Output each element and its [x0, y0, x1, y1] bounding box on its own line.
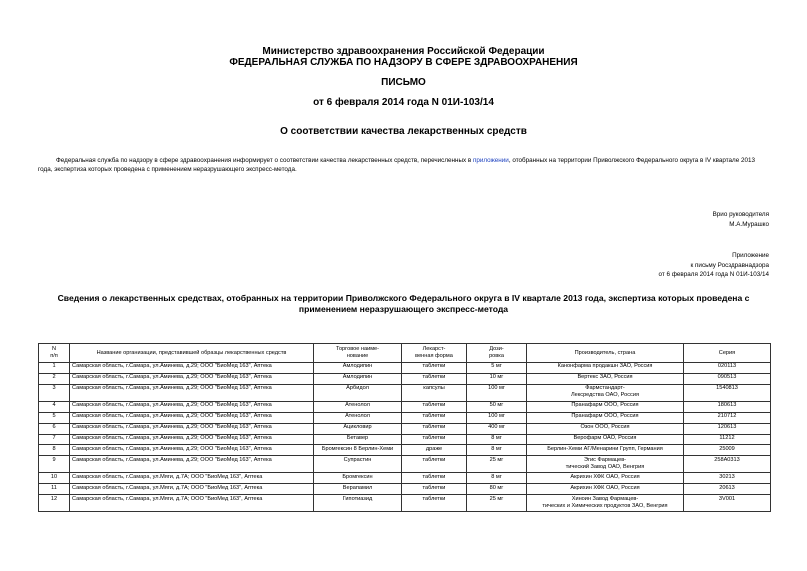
row-number-cell: 6: [39, 423, 70, 434]
row-number-cell: 11: [39, 484, 70, 495]
dosage-form-cell: капсулы: [402, 384, 467, 401]
manufacturer-line: Канонфарма продакшн ЗАО, Россия: [557, 363, 653, 370]
series-cell: 1540813: [684, 384, 771, 401]
manufacturer-line: Хиноин Завод Фармацев-: [571, 496, 639, 503]
row-number-cell: 1: [39, 362, 70, 373]
organization-cell: Самарская область, г.Самара, ул.Аминева, д.29; ООО "БиоМед 163", Аптека: [70, 384, 314, 401]
dosage-cell: 10 мг: [467, 373, 527, 384]
dosage-form-cell: таблетки: [402, 412, 467, 423]
manufacturer-cell: [527, 412, 684, 423]
manufacturer-line: Пранафарм ООО, Россия: [571, 413, 639, 420]
manufacturer-cell: [527, 401, 684, 412]
column-header-line: п/п: [50, 352, 58, 359]
manufacturer-cell: [527, 384, 684, 401]
column-header-line: ровка: [489, 352, 504, 359]
dosage-cell: 100 мг: [467, 384, 527, 401]
manufacturer-line: Берлин-Хеми АГ/Менарини Групп, Германия: [547, 446, 663, 453]
dosage-form-cell: таблетки: [402, 456, 467, 473]
manufacturer-line: Акрихин ХФК ОАО, Россия: [570, 485, 640, 492]
dosage-cell: 100 мг: [467, 412, 527, 423]
column-header: [402, 344, 467, 363]
trade-name-cell: Атенолол: [314, 412, 402, 423]
dosage-cell: 25 мг: [467, 495, 527, 512]
trade-name-cell: Амлодипин: [314, 373, 402, 384]
table-row: [39, 484, 771, 495]
dosage-cell: 8 мг: [467, 473, 527, 484]
dosage-cell: 80 мг: [467, 484, 527, 495]
dosage-cell: 400 мг: [467, 423, 527, 434]
table-row: [39, 401, 771, 412]
body-text-part1: Федеральная служба по надзору в сфере здравоохранения информирует о соответствии качества лекарственных средств, перечисленных в: [56, 157, 473, 164]
manufacturer-line: Фармстандарт-: [585, 385, 625, 392]
table-row: [39, 423, 771, 434]
manufacturer-line: Вертекс ЗАО, Россия: [577, 374, 633, 381]
series-cell: 020113: [684, 362, 771, 373]
table-row: [39, 384, 771, 401]
manufacturer-cell: [527, 484, 684, 495]
manufacturer-line: Пранафарм ООО, Россия: [571, 402, 639, 409]
trade-name-cell: Гипотиазид: [314, 495, 402, 512]
organization-cell: Самарская область, г.Самара, ул.Мяги, д.7А; ООО "БиоМед 163", Аптека: [70, 495, 314, 512]
table-body: [39, 362, 771, 512]
table-row: [39, 456, 771, 473]
service-name: ФЕДЕРАЛЬНАЯ СЛУЖБА ПО НАДЗОРУ В СФЕРЕ ЗДРАВООХРАНЕНИЯ: [229, 57, 578, 68]
row-number-cell: 10: [39, 473, 70, 484]
series-cell: 11212: [684, 434, 771, 445]
manufacturer-line: тический Завод ОАО, Венгрия: [565, 463, 645, 470]
table-row: [39, 362, 771, 373]
column-header: [314, 344, 402, 363]
row-number-cell: 8: [39, 445, 70, 456]
organization-cell: Самарская область, г.Самара, ул.Аминева, д.29; ООО "БиоМед 163", Аптека: [70, 373, 314, 384]
trade-name-cell: Арбидол: [314, 384, 402, 401]
row-number-cell: 4: [39, 401, 70, 412]
row-number-cell: 5: [39, 412, 70, 423]
dosage-form-cell: драже: [402, 445, 467, 456]
row-number-cell: 12: [39, 495, 70, 512]
dosage-form-cell: таблетки: [402, 373, 467, 384]
trade-name-cell: Супрастин: [314, 456, 402, 473]
manufacturer-cell: [527, 362, 684, 373]
column-header-line: Торговое наиме-: [335, 346, 380, 353]
table-header-row: [39, 344, 771, 363]
series-cell: 180613: [684, 401, 771, 412]
body-paragraph: [38, 156, 768, 174]
series-cell: 258A0313: [684, 456, 771, 473]
column-header-line: Производитель, страна: [574, 349, 636, 356]
organization-cell: Самарская область, г.Самара, ул.Аминева, д.29; ООО "БиоМед 163", Аптека: [70, 456, 314, 473]
column-header-line: Лекарст-: [422, 346, 446, 353]
manufacturer-line: Акрихин ХФК ОАО, Россия: [570, 474, 640, 481]
document-type: ПИСЬМО: [381, 77, 426, 88]
column-header: [684, 344, 771, 363]
organization-cell: Самарская область, г.Самара, ул.Аминева, д.29; ООО "БиоМед 163", Аптека: [70, 362, 314, 373]
table-row: [39, 412, 771, 423]
dosage-cell: 5 мг: [467, 362, 527, 373]
signature-name: М.А.Мурашко: [729, 220, 769, 228]
organization-cell: Самарская область, г.Самара, ул.Аминева, д.29; ООО "БиоМед 163", Аптека: [70, 423, 314, 434]
trade-name-cell: Бромгексин 8 Берлин-Хеми: [314, 445, 402, 456]
series-cell: 210712: [684, 412, 771, 423]
column-header-line: N: [51, 346, 57, 353]
manufacturer-cell: [527, 456, 684, 473]
signature-block: [713, 210, 769, 229]
row-number-cell: 7: [39, 434, 70, 445]
dosage-form-cell: таблетки: [402, 434, 467, 445]
manufacturer-cell: [527, 373, 684, 384]
dosage-form-cell: таблетки: [402, 401, 467, 412]
series-cell: 20613: [684, 484, 771, 495]
column-header-line: Дози-: [489, 346, 504, 353]
manufacturer-cell: [527, 495, 684, 512]
series-cell: 25009: [684, 445, 771, 456]
ministry-name: Министерство здравоохранения Российской Федерации: [262, 46, 545, 57]
series-cell: 3V001: [684, 495, 771, 512]
organization-cell: Самарская область, г.Самара, ул.Аминева, д.29; ООО "БиоМед 163", Аптека: [70, 434, 314, 445]
column-header: [527, 344, 684, 363]
trade-name-cell: Бромгексин: [314, 473, 402, 484]
column-header: [39, 344, 70, 363]
row-number-cell: 9: [39, 456, 70, 473]
appendix-line-3: от 6 февраля 2014 года N 01И-103/14: [658, 271, 769, 278]
series-cell: 30213: [684, 473, 771, 484]
dosage-form-cell: таблетки: [402, 362, 467, 373]
dosage-cell: 8 мг: [467, 434, 527, 445]
dosage-form-cell: таблетки: [402, 495, 467, 512]
trade-name-cell: Ацикловир: [314, 423, 402, 434]
trade-name-cell: Бетавер: [314, 434, 402, 445]
appendix-link[interactable]: приложении: [472, 157, 509, 164]
appendix-block: [658, 251, 769, 280]
organization-cell: Самарская область, г.Самара, ул.Аминева, д.29; ООО "БиоМед 163", Аптека: [70, 412, 314, 423]
organization-cell: Самарская область, г.Самара, ул.Мяги, д.7А; ООО "БиоМед 163", Аптека: [70, 473, 314, 484]
dosage-form-cell: таблетки: [402, 423, 467, 434]
table-row: [39, 473, 771, 484]
body-text-part2: , отобранных на территории Приволжского Федерального округа в IV квартале 2013 года, экспертиза которых проведена с применением неразрушающего экспресс-метода.: [38, 157, 755, 173]
column-header-line: венная форма: [415, 352, 453, 359]
appendix-line-1: Приложение: [732, 252, 769, 259]
trade-name-cell: Амлодипин: [314, 362, 402, 373]
column-header-line: Название организации, представившей образцы лекарственных средств: [96, 349, 287, 356]
manufacturer-cell: [527, 434, 684, 445]
table-row: [39, 445, 771, 456]
organization-cell: Самарская область, г.Самара, ул.Аминева, д.29; ООО "БиоМед 163", Аптека: [70, 445, 314, 456]
column-header: [467, 344, 527, 363]
column-header-line: Серия: [718, 349, 736, 356]
dosage-cell: 8 мг: [467, 445, 527, 456]
manufacturer-line: Эгис Фармацев-: [583, 457, 627, 464]
table-title: Сведения о лекарственных средствах, отобранных на территории Приволжского Федерального округа в IV квартале 2013 года, экспертиза которых проведена с применением неразрушающего экспресс-метода: [57, 293, 750, 314]
medicines-table: [38, 343, 771, 512]
manufacturer-line: тических и Химических продуктов ЗАО, Венгрия: [542, 502, 668, 509]
column-header-line: нование: [346, 352, 369, 359]
dosage-cell: 50 мг: [467, 401, 527, 412]
table-row: [39, 495, 771, 512]
table-row: [39, 434, 771, 445]
trade-name-cell: Атенолол: [314, 401, 402, 412]
row-number-cell: 2: [39, 373, 70, 384]
trade-name-cell: Верапамил: [314, 484, 402, 495]
dosage-cell: 25 мг: [467, 456, 527, 473]
dosage-form-cell: таблетки: [402, 484, 467, 495]
organization-cell: Самарская область, г.Самара, ул.Мяги, д.7А; ООО "БиоМед 163", Аптека: [70, 484, 314, 495]
signature-position: Врио руководителя: [712, 211, 769, 218]
series-cell: 090513: [684, 373, 771, 384]
manufacturer-cell: [527, 473, 684, 484]
manufacturer-line: Озон ООО, Россия: [580, 424, 630, 431]
manufacturer-line: Лексредства ОАО, Россия: [570, 391, 640, 398]
row-number-cell: 3: [39, 384, 70, 401]
manufacturer-cell: [527, 423, 684, 434]
manufacturer-line: Верофарм ОАО, Россия: [573, 435, 637, 442]
organization-cell: Самарская область, г.Самара, ул.Аминева, д.29; ООО "БиоМед 163", Аптека: [70, 401, 314, 412]
manufacturer-cell: [527, 445, 684, 456]
appendix-line-2: к письму Росздравнадзора: [690, 261, 769, 269]
document-date-number: от 6 февраля 2014 года N 01И-103/14: [313, 97, 494, 108]
series-cell: 120613: [684, 423, 771, 434]
dosage-form-cell: таблетки: [402, 473, 467, 484]
table-row: [39, 373, 771, 384]
document-subject: О соответствии качества лекарственных средств: [280, 126, 527, 137]
column-header: [70, 344, 314, 363]
